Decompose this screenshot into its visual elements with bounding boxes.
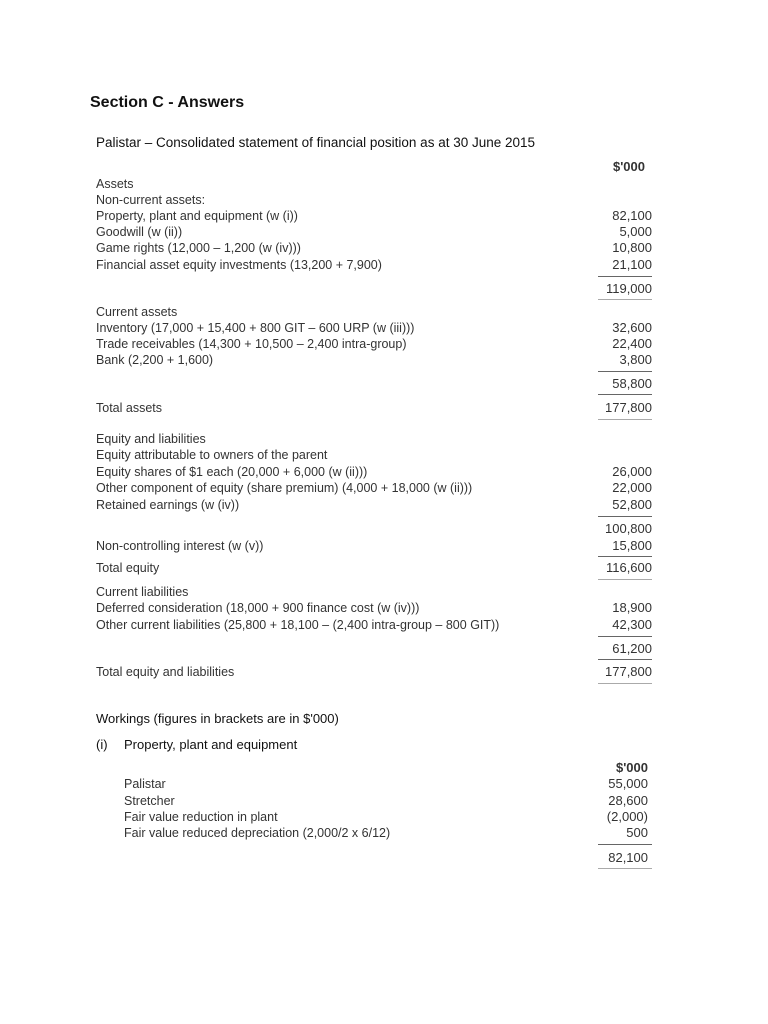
equity-heading: Equity and liabilities [96, 432, 206, 446]
row-label: Game rights (12,000 – 1,200 (w (iv))) [96, 241, 301, 255]
section-heading: Section C - Answers [90, 94, 245, 111]
divider [598, 394, 652, 395]
divider [598, 556, 652, 557]
divider [598, 844, 652, 845]
row-label: Trade receivables (14,300 + 10,500 – 2,400 intra-group) [96, 337, 407, 351]
divider [598, 683, 652, 684]
divider [598, 419, 652, 420]
divider [598, 371, 652, 372]
non-current-total: 119,000 [605, 281, 652, 296]
divider [598, 659, 652, 660]
working-row-value: 28,600 [608, 793, 648, 808]
total-equity-value: 116,600 [605, 560, 652, 575]
working-title: Property, plant and equipment [124, 737, 298, 752]
row-value: 3,800 [619, 352, 652, 367]
working-row-value: (2,000) [606, 809, 648, 824]
row-value: 32,600 [612, 320, 652, 335]
current-assets-total: 58,800 [612, 376, 652, 391]
working-row-value: 55,000 [608, 776, 648, 791]
working-row-label: Palistar [124, 777, 166, 791]
unit-header: $'000 [612, 159, 645, 174]
equity-subtotal: 100,800 [605, 521, 652, 536]
working-row-label: Fair value reduction in plant [124, 810, 278, 824]
total-assets-value: 177,800 [605, 400, 652, 415]
row-value: 18,900 [612, 600, 652, 615]
current-assets-heading: Current assets [96, 305, 178, 319]
nci-label: Non-controlling interest (w (v)) [96, 539, 264, 553]
row-label: Goodwill (w (ii)) [96, 225, 183, 239]
row-value: 42,300 [612, 617, 652, 632]
working-total: 82,100 [608, 850, 648, 865]
row-label: Equity shares of $1 each (20,000 + 6,000 (w (ii))) [96, 465, 368, 479]
working-number: (i) [96, 737, 108, 752]
row-label: Retained earnings (w (iv)) [96, 498, 240, 512]
current-liabilities-heading: Current liabilities [96, 585, 189, 599]
row-label: Financial asset equity investments (13,200 + 7,900) [96, 258, 382, 272]
working-row-label: Fair value reduced depreciation (2,000/2 x 6/12) [124, 826, 391, 840]
row-value: 10,800 [612, 240, 652, 255]
row-value: 22,000 [612, 480, 652, 495]
working-row-label: Stretcher [124, 794, 175, 808]
row-label: Inventory (17,000 + 15,400 + 800 GIT – 600 URP (w (iii))) [96, 321, 415, 335]
working-row-value: 500 [626, 825, 648, 840]
total-equity-liabilities-label: Total equity and liabilities [96, 665, 235, 679]
working-unit-header: $'000 [615, 760, 648, 775]
divider [598, 636, 652, 637]
divider [598, 299, 652, 300]
row-value: 22,400 [612, 336, 652, 351]
divider [598, 276, 652, 277]
total-equity-label: Total equity [96, 561, 160, 575]
row-label: Other component of equity (share premium) (4,000 + 18,000 (w (ii))) [96, 481, 473, 495]
row-label: Other current liabilities (25,800 + 18,100 – (2,400 intra-group – 800 GIT)) [96, 618, 500, 632]
total-assets-label: Total assets [96, 401, 163, 415]
divider [598, 579, 652, 580]
row-value: 21,100 [612, 257, 652, 272]
row-value: 52,800 [612, 497, 652, 512]
assets-heading: Assets [96, 177, 134, 191]
row-value: 5,000 [619, 224, 652, 239]
nci-value: 15,800 [612, 538, 652, 553]
equity-subheading: Equity attributable to owners of the parent [96, 448, 328, 462]
workings-title: Workings (figures in brackets are in $'000) [96, 711, 339, 726]
row-label: Bank (2,200 + 1,600) [96, 353, 214, 367]
divider [598, 868, 652, 869]
statement-title: Palistar – Consolidated statement of financial position as at 30 June 2015 [96, 135, 536, 150]
row-value: 82,100 [612, 208, 652, 223]
total-equity-liabilities-value: 177,800 [605, 664, 652, 679]
row-label: Property, plant and equipment (w (i)) [96, 209, 298, 223]
non-current-heading: Non-current assets: [96, 193, 206, 207]
divider [598, 516, 652, 517]
row-value: 26,000 [612, 464, 652, 479]
row-label: Deferred consideration (18,000 + 900 finance cost (w (iv))) [96, 601, 420, 615]
current-liabilities-total: 61,200 [612, 641, 652, 656]
